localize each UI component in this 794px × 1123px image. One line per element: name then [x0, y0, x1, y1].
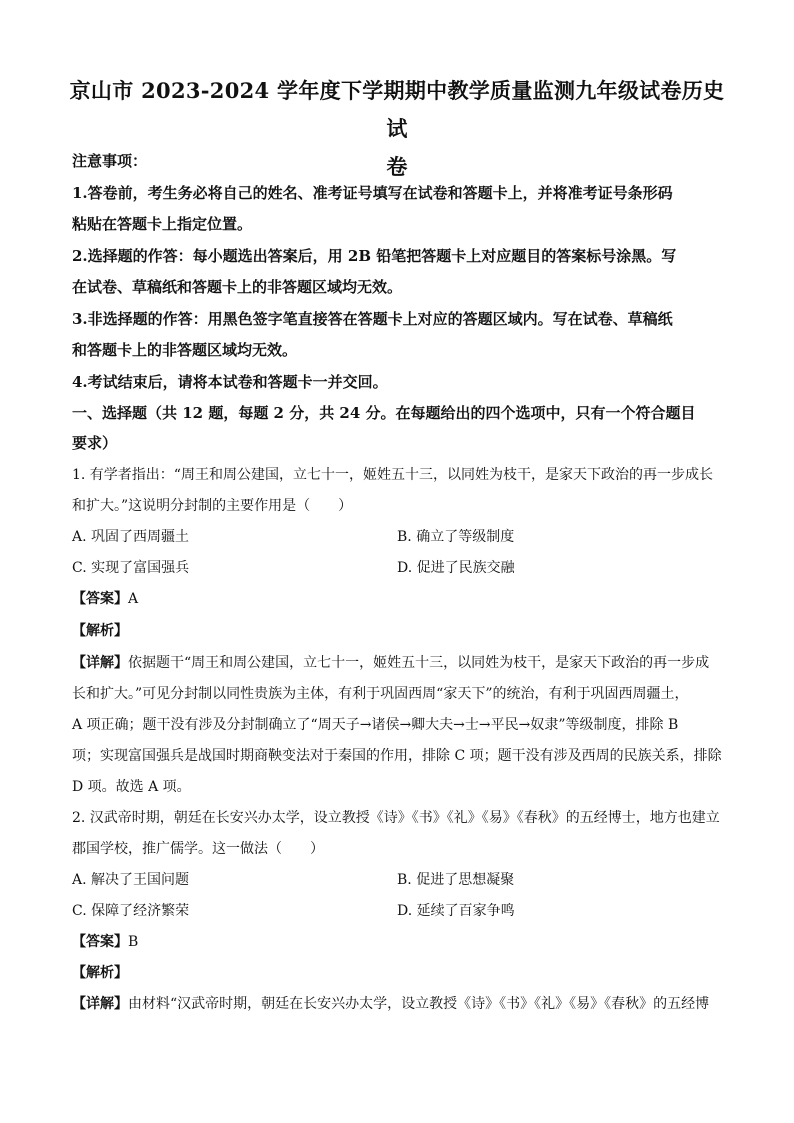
question-2-option-a: A. 解决了王国问题: [72, 872, 190, 888]
question-1-option-b: B. 确立了等级制度: [397, 529, 515, 545]
question-1-option-c: C. 实现了富国强兵: [72, 560, 190, 576]
question-1-option-a: A. 巩固了西周疆土: [72, 529, 190, 545]
answer-tag: 【答案】: [72, 934, 128, 950]
section-heading: 一、选择题（共 12 题，每题 2 分，共 24 分。在每题给出的四个选项中，只有一个符合题目: [72, 404, 696, 422]
detail-tag: 【详解】: [72, 655, 128, 671]
question-1-answer: [72, 588, 724, 608]
title-line-2: 卷: [386, 154, 408, 179]
question-1-detail: [72, 652, 724, 672]
question-1-detail-line: 长和扩大。”可见分封制以同性贵族为主体，有利于巩固西周“家天下”的统治，有利于巩固西周疆土，: [72, 686, 689, 702]
question-2-analysis-tag: 【解析】: [72, 965, 128, 981]
section-heading-cont: 要求）: [72, 434, 118, 452]
question-1-option-d: D. 促进了民族交融: [397, 560, 515, 576]
question-2-option-b: B. 促进了思想凝聚: [397, 872, 515, 888]
question-1-detail-line: A 项正确；题干没有涉及分封制确立了“周天子→诸侯→卿大夫→士→平民→奴隶”等级制度，排除 B: [72, 717, 679, 733]
notice-line: 4.考试结束后，请将本试卷和答题卡一并交回。: [72, 373, 388, 391]
notice-line: 1.答卷前，考生务必将自己的姓名、准考证号填写在试卷和答题卡上，并将准考证号条形码: [72, 184, 673, 202]
title-line-1: 京山市 2023-2024 学年度下学期期中教学质量监测九年级试卷历史试: [69, 78, 725, 141]
question-2-detail: [72, 993, 724, 1013]
question-2-option-c: C. 保障了经济繁荣: [72, 903, 190, 919]
notice-line: 粘贴在答题卡上指定位置。: [72, 215, 253, 233]
answer-value: B: [128, 934, 139, 950]
question-2-option-d: D. 延续了百家争鸣: [397, 903, 515, 919]
notice-line: 3.非选择题的作答：用黑色签字笔直接答在答题卡上对应的答题区域内。写在试卷、草稿纸: [72, 310, 673, 328]
detail-text: 由材料“汉武帝时期，朝廷在长安兴办太学，设立教授《诗》《书》《礼》《易》《春秋》的五经博: [128, 996, 710, 1012]
question-2-answer: [72, 931, 724, 951]
answer-value: A: [128, 591, 139, 607]
question-1-detail-line: D 项。故选 A 项。: [72, 779, 191, 795]
detail-tag: 【详解】: [72, 996, 128, 1012]
question-1-detail-line: 项；实现富国强兵是战国时期商鞅变法对于秦国的作用，排除 C 项；题干没有涉及西周的民族关系，排除: [72, 748, 722, 764]
question-1-analysis-tag: 【解析】: [72, 623, 128, 639]
question-2-stem-cont: 郡国学校，推广儒学。这一做法（ ）: [72, 841, 324, 857]
question-2-stem: 2. 汉武帝时期，朝廷在长安兴办太学，设立教授《诗》《书》《礼》《易》《春秋》的五经博士，地方也建立: [72, 810, 720, 826]
notice-line: 和答题卡上的非答题区域均无效。: [72, 341, 298, 359]
question-1-stem: 1. 有学者指出：“周王和周公建国，立七十一，姬姓五十三，以同姓为枝干，是家天下政治的再一步成长: [72, 467, 713, 483]
notice-line: 2.选择题的作答：每小题选出答案后，用 2B 铅笔把答题卡上对应题目的答案标号涂黑。写: [72, 247, 677, 265]
answer-tag: 【答案】: [72, 591, 128, 607]
notice-heading: 注意事项：: [72, 152, 148, 170]
question-1-stem-cont: 和扩大。”这说明分封制的主要作用是（ ）: [72, 498, 353, 514]
notice-line: 在试卷、草稿纸和答题卡上的非答题区域均无效。: [72, 278, 403, 296]
detail-text: 依据题干“周王和周公建国，立七十一，姬姓五十三，以同姓为枝干，是家天下政治的再一步成: [128, 655, 710, 671]
